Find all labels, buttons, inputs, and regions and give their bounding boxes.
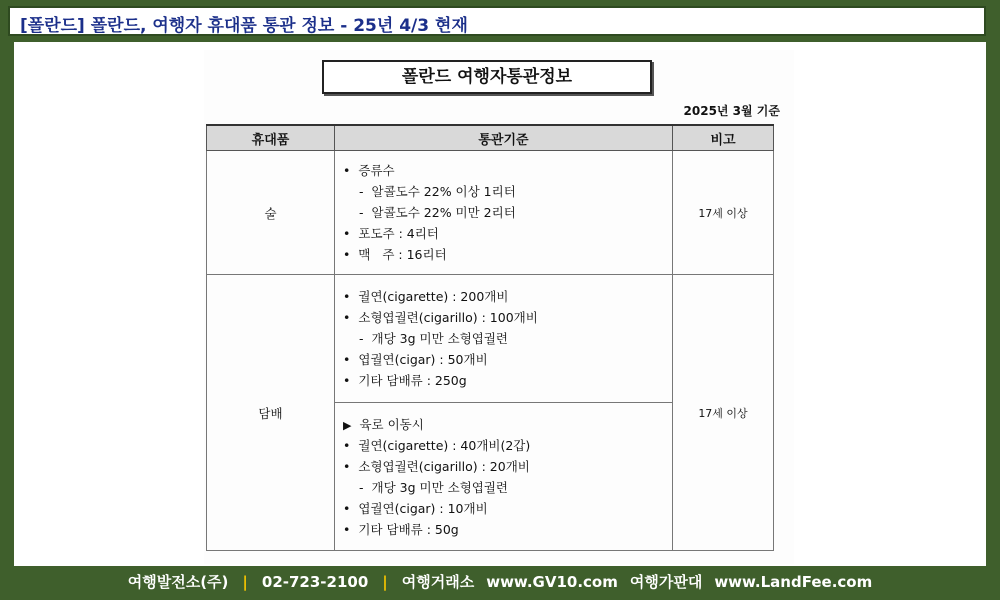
footer-price-label: 여행가판대	[629, 573, 703, 591]
footer-company: 여행발전소(주)	[127, 573, 229, 591]
table-row-alcohol	[207, 151, 774, 275]
list-item: • 궐연(cigarette) : 200개비	[343, 286, 666, 307]
page-title: [폴란드] 폴란드, 여행자 휴대품 통관 정보 - 25년 4/3 현재	[20, 16, 468, 36]
list-item: • 궐연(cigarette) : 40개비(2갑)	[343, 435, 666, 456]
scanned-document	[204, 50, 794, 564]
footer-price-link[interactable]: www.LandFee.com	[714, 573, 873, 591]
list-item: • 기타 담배류 : 250g	[343, 370, 666, 391]
footer-exchange-label: 여행거래소	[401, 573, 475, 591]
list-item: - 개당 3g 미만 소형엽궐련	[343, 477, 666, 498]
list-item: • 소형엽궐련(cigarillo) : 100개비	[343, 307, 666, 328]
list-item: • 증류수	[343, 160, 666, 181]
table-row-tobacco-1	[207, 275, 774, 403]
criteria-tobacco-general	[335, 275, 673, 403]
column-header-item: 휴대품	[207, 125, 335, 151]
list-item: - 알콜도수 22% 이상 1리터	[343, 181, 666, 202]
criteria-tobacco-land	[335, 403, 673, 551]
list-item: • 엽궐연(cigar) : 10개비	[343, 498, 666, 519]
footer-phone: 02-723-2100	[261, 573, 369, 591]
list-item: ▶ 육로 이동시	[343, 414, 666, 435]
column-header-note: 비고	[673, 125, 774, 151]
document-date: 2025년 3월 기준	[683, 104, 780, 118]
list-item: - 개당 3g 미만 소형엽궐련	[343, 328, 666, 349]
footer-exchange-link[interactable]: www.GV10.com	[486, 573, 618, 591]
footer-bar	[0, 566, 1000, 600]
column-header-criteria: 통관기준	[335, 125, 673, 151]
table-header-row	[207, 125, 774, 151]
title-bar	[8, 6, 986, 36]
category-alcohol: 술	[207, 151, 335, 275]
customs-table	[206, 124, 774, 551]
category-tobacco: 담배	[207, 275, 335, 551]
list-item: - 알콜도수 22% 미만 2리터	[343, 202, 666, 223]
list-item: • 기타 담배류 : 50g	[343, 519, 666, 540]
content-area	[14, 42, 986, 566]
criteria-alcohol	[335, 151, 673, 275]
document-title: 폴란드 여행자통관정보	[322, 60, 652, 94]
note-alcohol: 17세 이상	[673, 151, 774, 275]
footer-separator: |	[382, 573, 388, 591]
list-item: • 포도주 : 4리터	[343, 223, 666, 244]
list-item: • 소형엽궐련(cigarillo) : 20개비	[343, 456, 666, 477]
list-item: • 맥 주 : 16리터	[343, 244, 666, 265]
note-tobacco: 17세 이상	[673, 275, 774, 551]
footer-separator: |	[242, 573, 248, 591]
list-item: • 엽궐연(cigar) : 50개비	[343, 349, 666, 370]
